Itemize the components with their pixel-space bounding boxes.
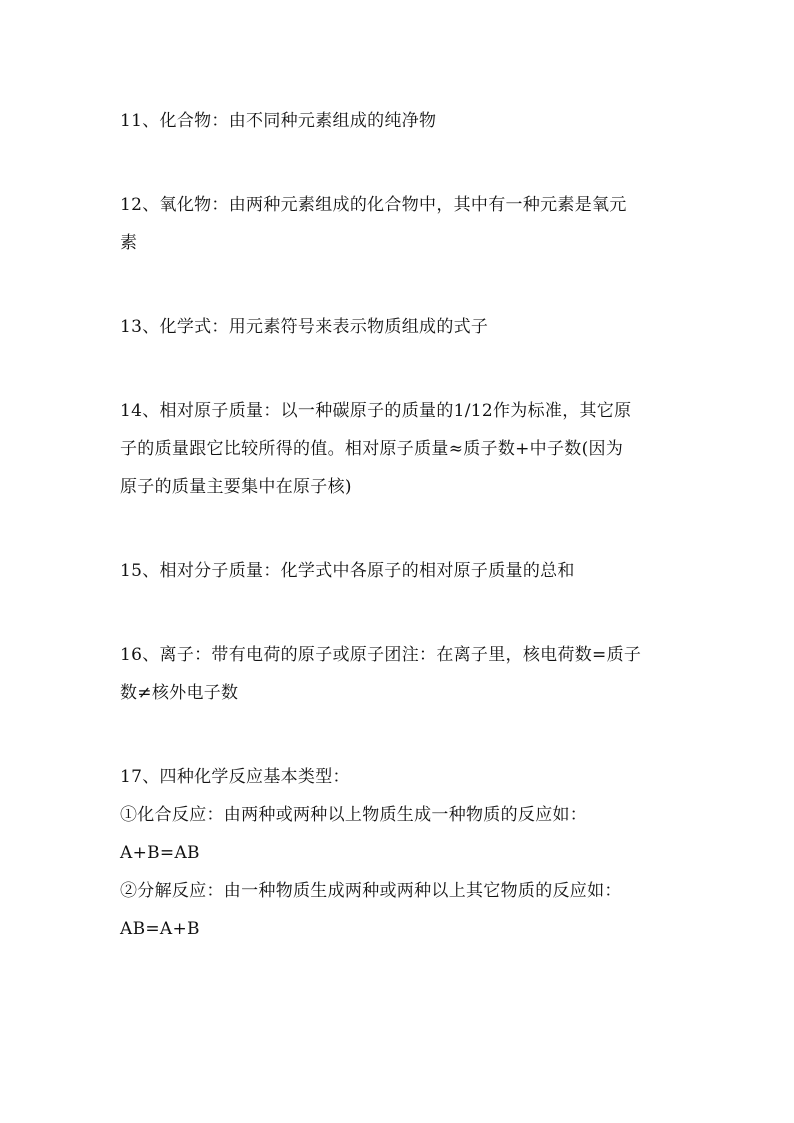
definition-12 <box>120 186 680 262</box>
document-body <box>120 102 680 948</box>
text-line: A+B=AB <box>120 843 200 863</box>
text-line: 子的质量跟它比较所得的值。相对原子质量≈质子数+中子数(因为 <box>120 439 624 459</box>
text-line: 17、四种化学反应基本类型： <box>120 767 350 787</box>
text-line: ②分解反应：由一种物质生成两种或两种以上其它物质的反应如： <box>120 881 622 901</box>
text-line: 16、离子：带有电荷的原子或原子团注：在离子里，核电荷数=质子 <box>120 645 642 665</box>
definition-11 <box>120 102 680 140</box>
definition-14 <box>120 392 680 506</box>
text-line: 素 <box>120 233 138 253</box>
text-line: 15、相对分子质量：化学式中各原子的相对原子质量的总和 <box>120 561 575 581</box>
text-line: AB=A+B <box>120 919 200 939</box>
definition-17 <box>120 758 680 948</box>
text-line: 数≠核外电子数 <box>120 683 239 703</box>
text-line: 原子的质量主要集中在原子核) <box>120 477 352 497</box>
text-line: ①化合反应：由两种或两种以上物质生成一种物质的反应如： <box>120 805 588 825</box>
definition-15 <box>120 552 680 590</box>
text-line: 12、氧化物：由两种元素组成的化合物中，其中有一种元素是氧元 <box>120 195 627 215</box>
text-line: 11、化合物：由不同种元素组成的纯净物 <box>120 111 437 131</box>
text-line: 13、化学式：用元素符号来表示物质组成的式子 <box>120 317 489 337</box>
definition-16 <box>120 636 680 712</box>
text-line: 14、相对原子质量：以一种碳原子的质量的1/12作为标准，其它原 <box>120 401 632 421</box>
definition-13 <box>120 308 680 346</box>
